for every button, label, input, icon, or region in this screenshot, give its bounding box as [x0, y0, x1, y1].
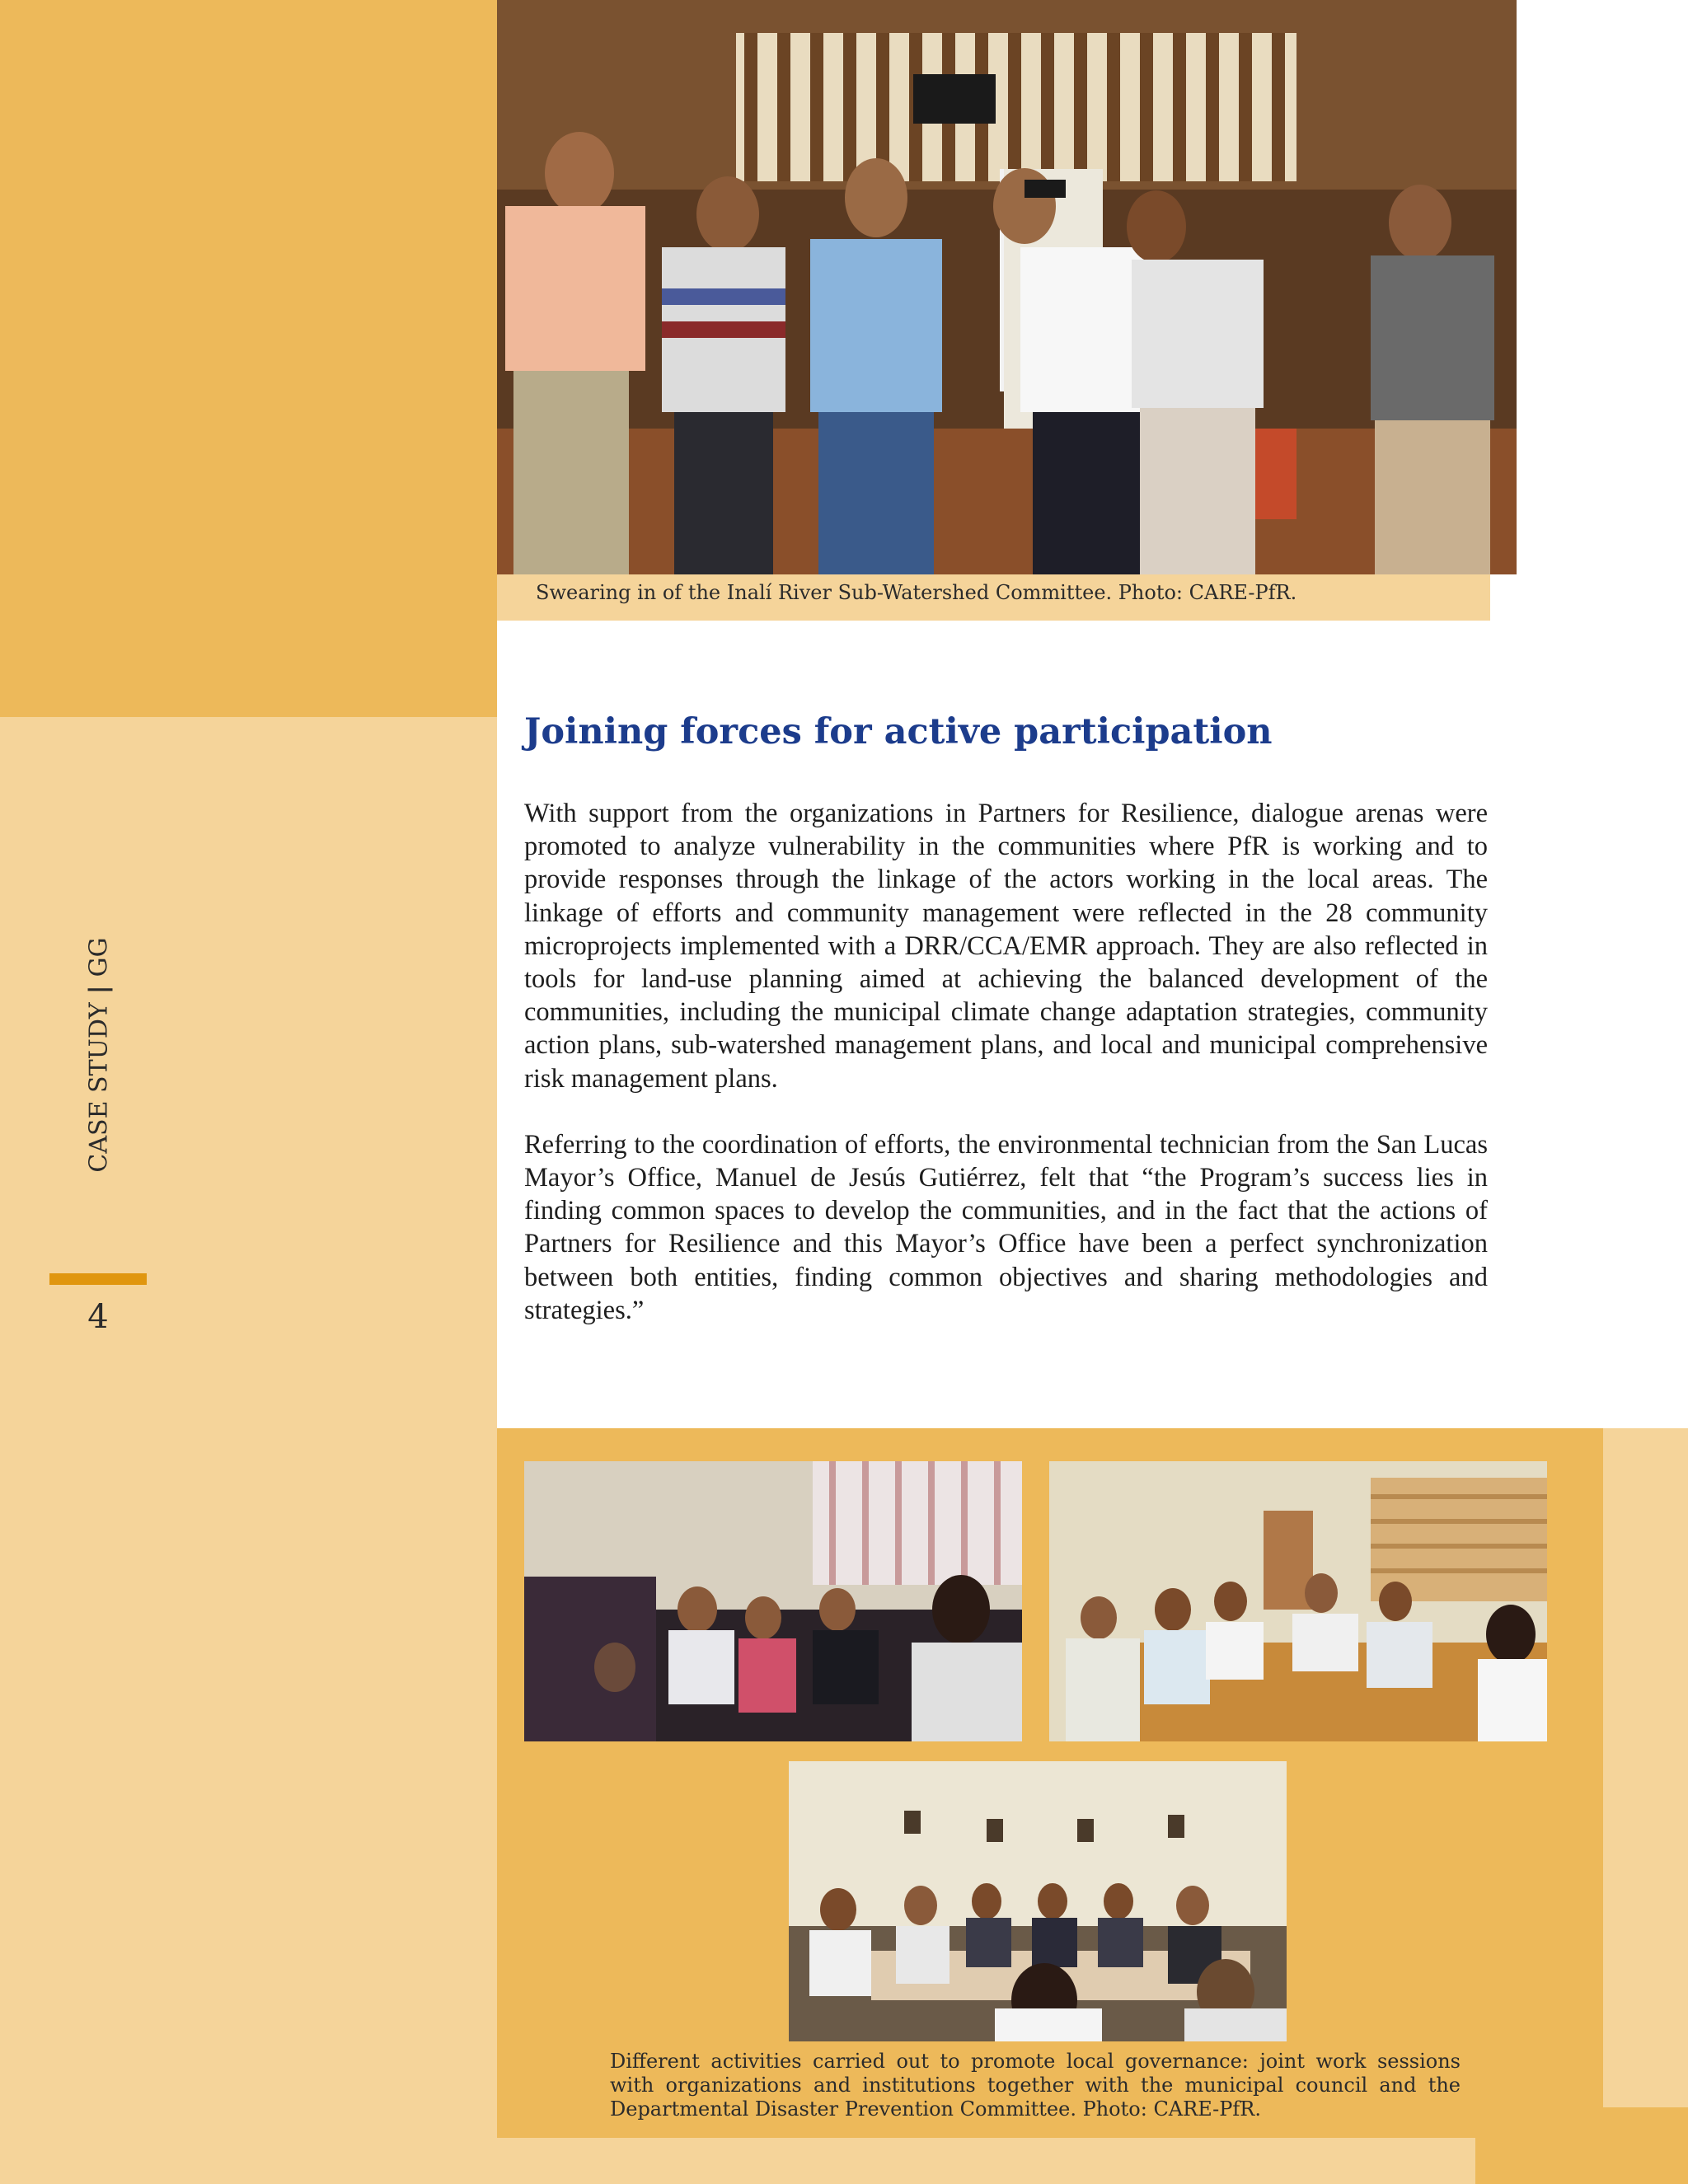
bottom-photo-1: [524, 1461, 1022, 1741]
page-number-bar: [49, 1273, 147, 1285]
right-strip: [1603, 1428, 1688, 2184]
top-photo-caption: Swearing in of the Inalí River Sub-Watershed Committee. Photo: CARE-PfR.: [536, 581, 1297, 604]
body-paragraph: Referring to the coordination of efforts, the environmental technician from the San Lucas Mayor’s Office, Manuel de Jesús Gutiérrez, felt that “the Program’s success lies in finding common spaces to develop the communities, and in the fact that the actions of Partners for Resilience and this Mayor’s Office have been a perfect synchronization between both entities, finding common objectives and sharing methodologies and strategies.”: [524, 1129, 1488, 1325]
bottom-photo-2: [1049, 1461, 1547, 1741]
sidebar-code: GG: [84, 937, 114, 977]
corner-block: [1475, 2107, 1688, 2184]
page-number: 4: [87, 1298, 109, 1336]
sidebar-separator: |: [84, 985, 114, 995]
body-text: [524, 797, 1488, 1360]
sidebar-top-block: [0, 0, 497, 717]
section-heading: Joining forces for active participation: [524, 711, 1273, 752]
body-paragraph: With support from the organizations in Partners for Resilience, dialogue arenas were promoted to analyze vulnerability in the communities where PfR is working and to provide responses through the linkage of the actors working in the local areas. The linkage of efforts and community management were reflected in the 28 community microprojects implemented with a DRR/CCA/EMR approach. They are also reflected in tools for land-use planning aimed at achieving the balanced development of the communities, including the municipal climate change adaptation strategies, community action plans, sub-watershed management plans, and local and municipal comprehensive risk management plans.: [524, 799, 1488, 1094]
bottom-photo-3: [789, 1761, 1287, 2041]
top-photo: [497, 0, 1517, 574]
sidebar-label-text: CASE STUDY: [84, 1002, 114, 1173]
sidebar-case-study-label: [85, 937, 114, 1172]
bottom-photos-caption: Different activities carried out to promote local governance: joint work sessions with organizations and institutions together with the municipal council and the Departmental Disaster Prevention Committee. Photo: CARE-PfR.: [610, 2050, 1461, 2121]
